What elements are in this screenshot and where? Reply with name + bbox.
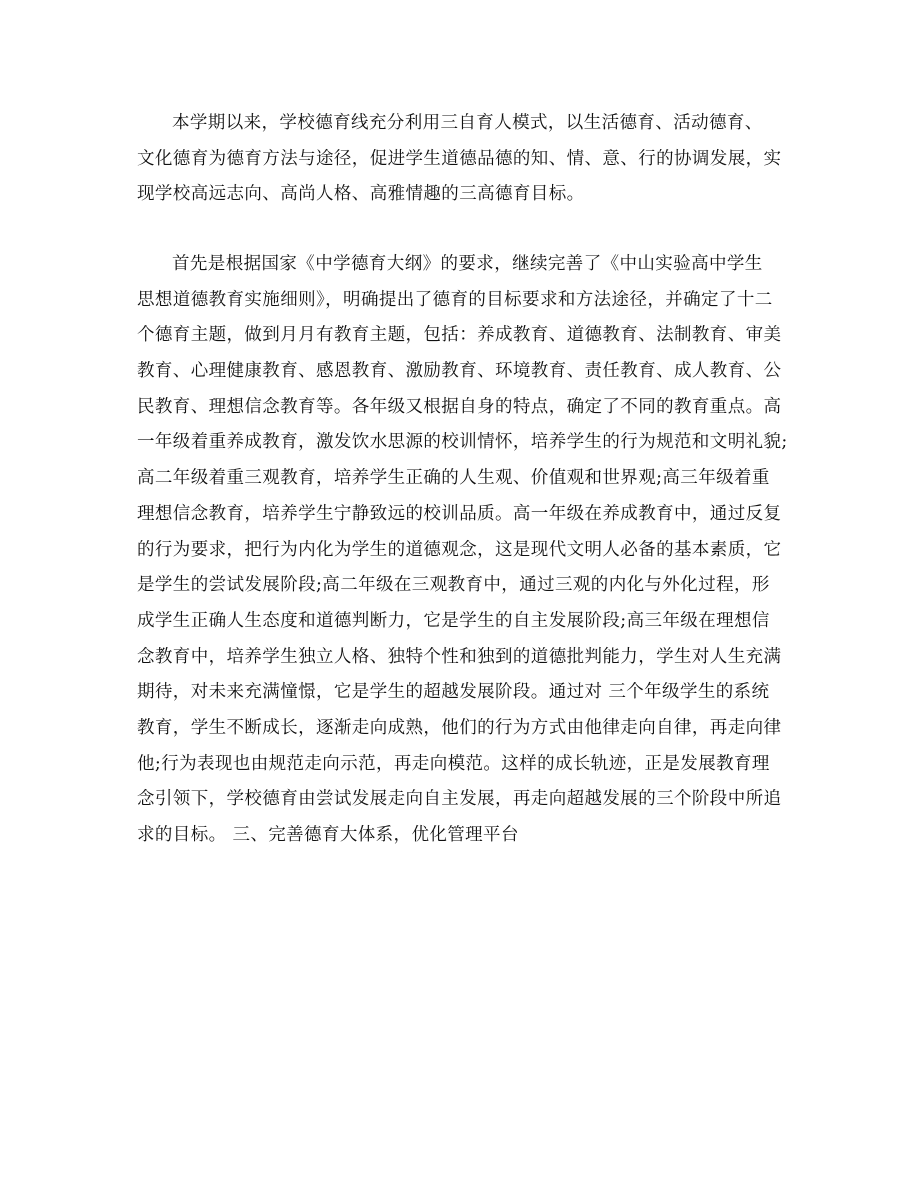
paragraph-first-line: 本学期以来，学校德育线充分利用三自育人模式，以生活德育、活动德育、 — [172, 113, 763, 133]
paragraph-line: 思想道德教育实施细则》，明确提出了德育的目标要求和方法途径，并确定了十二 — [137, 289, 773, 310]
paragraph-line: 念引领下，学校德育由尝试发展走向自主发展，再走向超越发展的三个阶段中所追 — [137, 789, 782, 810]
paragraph-line: 他;行为表现也由规范走向示范，再走向模范。这样的成长轨迹，正是发展教育理 — [137, 753, 770, 774]
paragraph-intro — [137, 106, 793, 213]
paragraph-line: 个德育主题，做到月月有教育主题，包括：养成教育、道德教育、法制教育、审美 — [137, 325, 782, 346]
paragraph-line: 念教育中，培养学生独立人格、独特个性和独到的道德批判能力，学生对人生充满 — [137, 646, 782, 667]
paragraph-line: 理想信念教育，培养学生宁静致远的校训品质。高一年级在养成教育中，通过反复 — [137, 503, 782, 524]
paragraph-line: 教育，学生不断成长，逐渐走向成熟，他们的行为方式由他律走向自律，再走向律 — [137, 717, 782, 738]
paragraph-line: 的行为要求，把行为内化为学生的道德观念，这是现代文明人必备的基本素质，它 — [137, 539, 782, 560]
paragraph-line: 文化德育为德育方法与途径，促进学生道德品德的知、情、意、行的协调发展，实 — [137, 148, 782, 169]
paragraph-line: 是学生的尝试发展阶段;高二年级在三观教育中，通过三观的内化与外化过程，形 — [137, 575, 770, 596]
paragraph-line: 民教育、理想信念教育等。各年级又根据自身的特点，确定了不同的教育重点。高 — [137, 396, 782, 417]
paragraph-line: 成学生正确人生态度和道德判断力，它是学生的自主发展阶段;高三年级在理想信 — [137, 610, 770, 631]
paragraph-line: 现学校高远志向、高尚人格、高雅情趣的三高德育目标。 — [137, 184, 585, 205]
paragraph-line: 教育、心理健康教育、感恩教育、激励教育、环境教育、责任教育、成人教育、公 — [137, 361, 782, 382]
paragraph-line: 高二年级着重三观教育，培养学生正确的人生观、价值观和世界观;高三年级着重 — [137, 468, 770, 489]
paragraph-line: 期待，对未来充满憧憬，它是学生的超越发展阶段。通过对 三个年级学生的系统 — [137, 682, 770, 703]
paragraph-line: 求的目标。 三、完善德育大体系，优化管理平台 — [137, 825, 519, 845]
paragraph-line: 一年级着重养成教育，激发饮水思源的校训情怀，培养学生的行为规范和文明礼貌; — [137, 432, 788, 453]
paragraph-first-line: 首先是根据国家《中学德育大纲》的要求，继续完善了《中山实验高中学生 — [172, 254, 763, 274]
paragraph-curriculum — [137, 247, 793, 854]
